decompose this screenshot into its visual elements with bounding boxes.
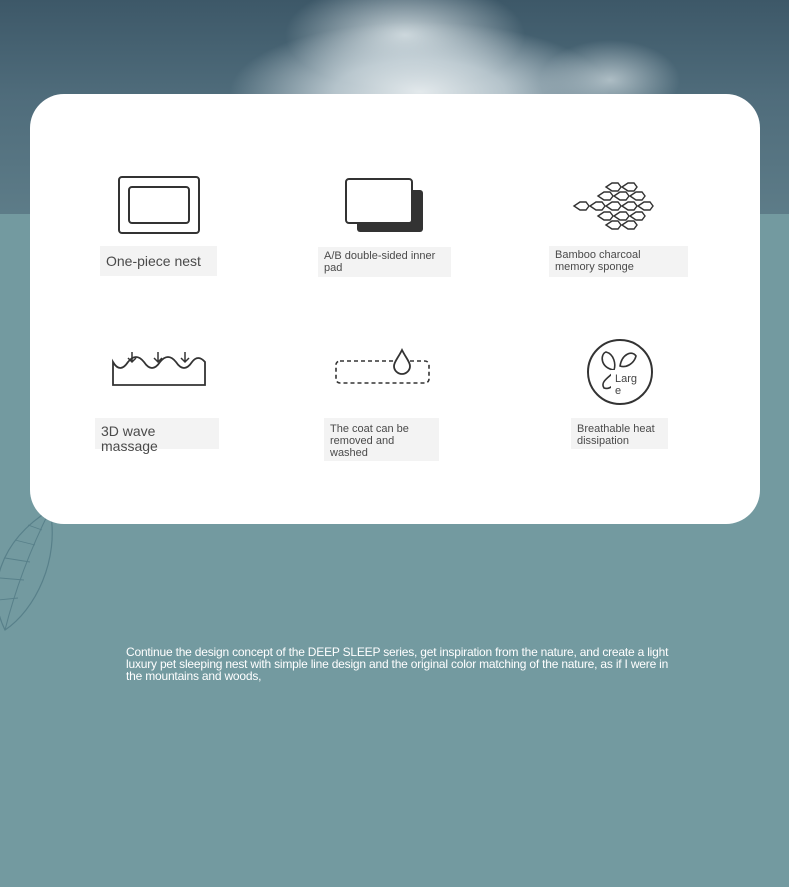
- nest-frame-icon: [118, 176, 200, 234]
- feature-label: Breathable heat dissipation: [571, 418, 668, 449]
- water-drop-wash-icon: [335, 348, 431, 384]
- icon-overlay-text: Large: [615, 373, 638, 397]
- feature-label: The coat can be removed and washed: [324, 418, 439, 461]
- wave-massage-icon: [112, 350, 206, 386]
- feature-label: Bamboo charcoal memory sponge: [549, 246, 688, 277]
- feature-label: One-piece nest: [100, 246, 217, 276]
- double-layer-pad-icon: [345, 178, 425, 234]
- feature-label: 3D wave massage: [95, 418, 219, 449]
- feature-label: A/B double-sided inner pad: [318, 247, 451, 277]
- features-card: [30, 94, 760, 524]
- brand-tagline: Continue the design concept of the DEEP SLEEP series, get inspiration from the nature, and create a light luxury pet sleeping nest with simple line design and the original color matching of the nature, as if I were in the mountains and woods,: [126, 645, 669, 683]
- honeycomb-icon: [572, 182, 670, 232]
